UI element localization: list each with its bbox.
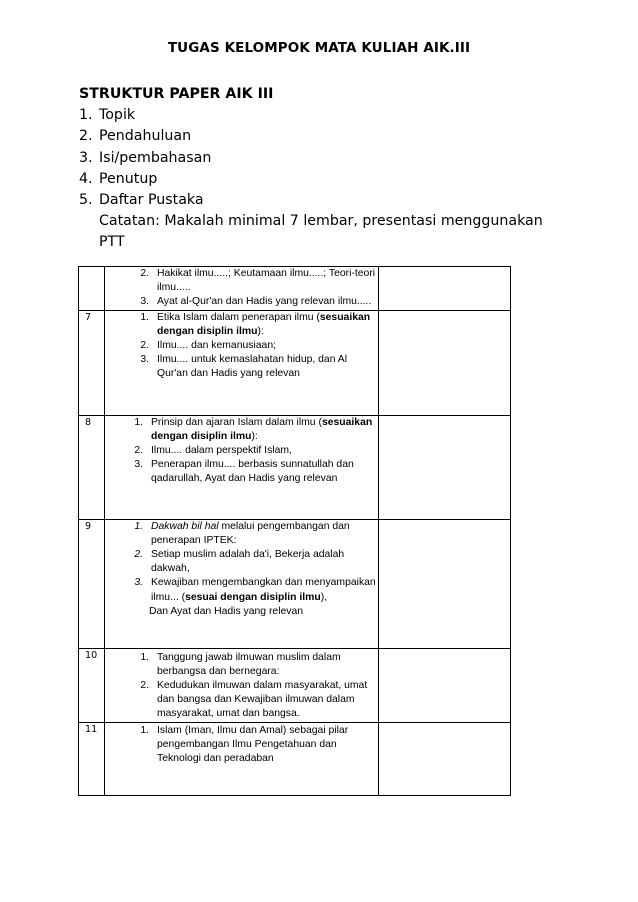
list-item (105, 576, 378, 604)
item-number: 2. (140, 340, 149, 352)
list-item (105, 295, 378, 309)
list-item (105, 679, 378, 722)
row-number: 9 (79, 519, 105, 648)
item-text: Ayat al-Qur'an dan Hadis yang relevan ilmu..... (157, 296, 372, 308)
item-number: 2. (140, 268, 149, 279)
list-item (105, 548, 378, 576)
row-content (105, 415, 379, 519)
list-item (105, 444, 378, 458)
list-item-label: Topik (99, 107, 136, 124)
empty-cell (379, 648, 511, 722)
list-item (105, 724, 378, 767)
item-text: Penerapan ilmu.... berbasis sunnatullah dan qadarullah, Ayat dan Hadis yang relevan (151, 459, 354, 485)
empty-cell (379, 310, 511, 415)
item-text: Kewajiban mengembangkan dan menyampaikan ilmu... (sesuai dengan disiplin ilmu), (151, 577, 376, 603)
list-item (105, 311, 378, 339)
list-item-label: Isi/pembahasan (99, 149, 212, 166)
item-text: Ilmu.... dalam perspektif Islam, (151, 445, 292, 457)
list-item (105, 416, 378, 444)
list-item (79, 148, 559, 169)
item-number: 1. (134, 416, 143, 428)
row-number: 8 (79, 415, 105, 519)
row-number (79, 267, 105, 311)
row-content (105, 648, 379, 722)
list-item (105, 353, 378, 381)
item-number: 3. (134, 577, 143, 589)
topic-list (105, 311, 378, 382)
item-number: 1. (140, 651, 149, 663)
topic-list (105, 416, 378, 487)
item-text: Dakwah bil hal melalui pengembangan dan penerapan IPTEK: (151, 520, 350, 546)
empty-cell (379, 415, 511, 519)
item-text: Hakikat ilmu.....; Keutamaan ilmu.....; Teori-teori ilmu..... (157, 268, 376, 294)
row-content (105, 722, 379, 795)
table-row (79, 519, 511, 648)
topic-list (105, 649, 378, 722)
item-number: 3. (140, 296, 149, 308)
row-number: 10 (79, 648, 105, 722)
list-item (79, 126, 559, 147)
item-text: Setiap muslim adalah da'i, Bekerja adalah dakwah, (151, 549, 345, 575)
structure-heading: STRUKTUR PAPER AIK III (79, 86, 274, 102)
paper-structure (79, 84, 559, 254)
list-item (79, 169, 559, 190)
item-number: 1. (134, 520, 143, 532)
row-number: 11 (79, 722, 105, 795)
note-line: Catatan: Makalah minimal 7 lembar, presentasi menggunakan (99, 213, 543, 230)
item-number: 1. (140, 311, 149, 323)
list-item (105, 651, 378, 679)
table-row (79, 722, 511, 795)
item-number: 2. (134, 549, 143, 561)
item-text: Ilmu.... dan kemanusiaan; (157, 340, 276, 352)
note-line: PTT (99, 234, 125, 251)
item-continuation: Dan Ayat dan Hadis yang relevan (149, 605, 304, 617)
item-text: Etika Islam dalam penerapan ilmu (sesuaikan dengan disiplin ilmu): (157, 311, 371, 337)
item-text: Kedudukan ilmuwan dalam masyarakat, umat dan bangsa dan Kewajiban ilmuwan dalam masyarakat, umat dan bangsa. (157, 680, 368, 720)
empty-cell (379, 519, 511, 648)
list-item-number: 3. (79, 149, 93, 166)
list-item-number: 2. (79, 128, 93, 145)
list-item-label: Daftar Pustaka (99, 192, 204, 209)
table-row (79, 415, 511, 519)
empty-cell (379, 722, 511, 795)
row-content (105, 519, 379, 648)
topic-list (105, 520, 378, 605)
list-item (105, 267, 378, 295)
list-item-label: Pendahuluan (99, 128, 192, 145)
item-number: 2. (140, 680, 149, 692)
row-number: 7 (79, 310, 105, 415)
list-item-label: Penutup (99, 170, 158, 187)
list-item-number: 1. (79, 107, 93, 124)
table-row (79, 310, 511, 415)
item-text: Islam (Iman, Ilmu dan Amal) sebagai pilar pengembangan Ilmu Pengetahuan dan Teknologi dan peradaban (157, 724, 349, 765)
item-number: 3. (134, 459, 143, 471)
item-number: 3. (140, 354, 149, 366)
list-item (79, 190, 559, 211)
list-item-number: 5. (79, 192, 93, 209)
item-text: Prinsip dan ajaran Islam dalam ilmu (sesuaikan dengan disiplin ilmu): (151, 416, 373, 442)
table-row (79, 267, 511, 311)
item-text: Tanggung jawab ilmuwan muslim dalam berbangsa dan bernegara: (157, 651, 341, 677)
row-content (105, 310, 379, 415)
table-row (79, 648, 511, 722)
row-content (105, 267, 379, 311)
structure-list (79, 105, 559, 211)
empty-cell (379, 267, 511, 311)
topic-list (105, 267, 378, 310)
note-text (79, 211, 559, 253)
list-item (105, 520, 378, 548)
list-item (105, 339, 378, 353)
list-item-number: 4. (79, 170, 93, 187)
item-number: 2. (134, 445, 143, 457)
list-item (105, 458, 378, 486)
topic-list (105, 723, 378, 767)
list-item (79, 105, 559, 126)
item-number: 1. (140, 724, 149, 736)
page-title: TUGAS KELOMPOK MATA KULIAH AIK.III (167, 40, 471, 56)
topic-table (78, 266, 511, 796)
item-text: Ilmu.... untuk kemaslahatan hidup, dan Al Qur'an dan Hadis yang relevan (157, 354, 348, 380)
